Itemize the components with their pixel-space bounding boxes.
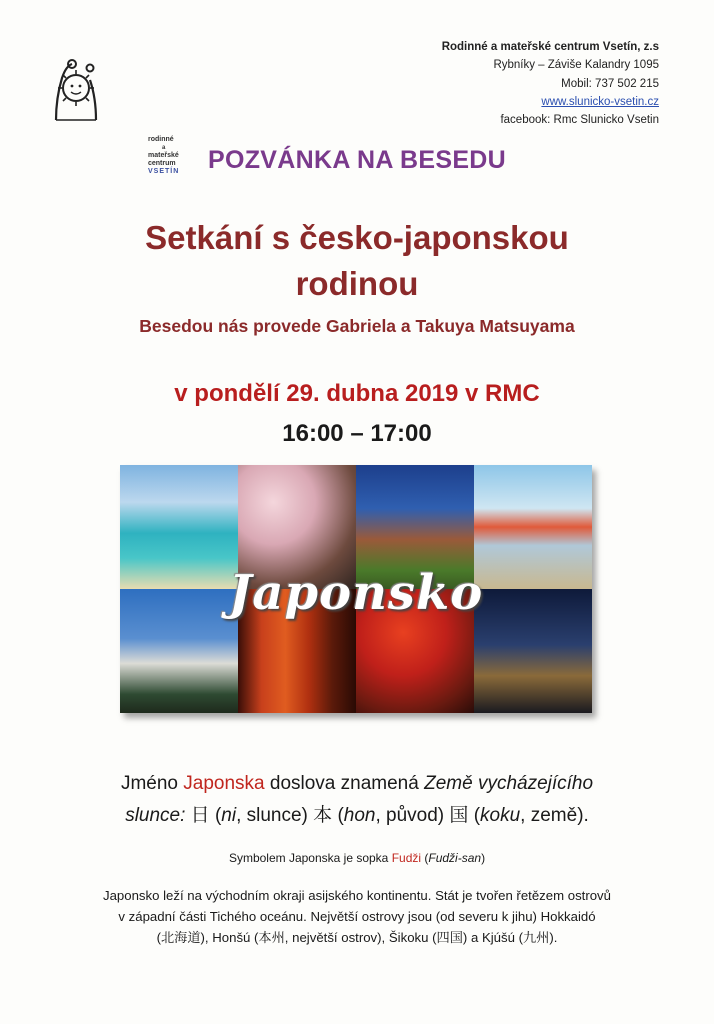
title-line: rodinou [295,265,419,302]
text: , země). [520,805,589,826]
highlight-fudzi: Fudži [391,851,422,865]
logo-line: a [161,145,166,151]
italic-text: hon [343,805,376,826]
event-time: 16:00 – 17:00 [282,420,432,447]
italic-text: ni [221,805,237,826]
phone: Mobil: 737 502 215 [561,77,659,90]
invite-heading: POZVÁNKA NA BESEDU [207,146,506,174]
text: 日 ( [185,805,222,826]
text: Symbolem Japonska je sopka [228,851,392,865]
organization-name: Rodinné a mateřské centrum Vsetín, z.s [441,41,659,53]
event-subtitle: Besedou nás provede Gabriela a Takuya Matsuyama [139,316,575,336]
japan-photo-collage [120,465,592,713]
event-date: v pondělí 29. dubna 2019 v RMC [174,380,540,407]
contact-block [442,38,659,129]
highlight-japonska: Japonska [183,773,265,794]
logo-line: rodinné [148,136,174,143]
event-title [0,215,714,307]
text-line: (北海道), Honšú (本州, největší ostrov), Šikoku (四国) a Kjúšú (九州). [156,930,558,945]
rmc-logo [52,58,180,175]
japonsko-banner: Japonsko [228,565,484,621]
fuji-paragraph [0,851,714,865]
text: ( [421,851,429,865]
logo-line: mateřské [148,152,179,159]
text-line [0,800,714,832]
logo-line: VSETÍN [148,168,180,175]
name-meaning-paragraph [0,768,714,832]
text-line: v západní části Tichého oceánu. Největší ostrovy jsou (od severu k jihu) Hokkaidó [118,909,596,924]
text: doslova znamená [264,773,425,794]
address: Rybníky – Záviše Kalandry 1095 [493,59,659,72]
text: , slunce) 本 ( [236,805,344,826]
italic-text: Fudži-san [428,851,482,865]
text: , původ) 国 ( [375,805,481,826]
italic-text: Země vycházejícího [424,773,594,794]
text-line [0,768,714,800]
title-line: Setkání s česko-japonskou [145,219,569,256]
facebook-text: facebook: Rmc Slunicko Vsetin [500,114,659,127]
geography-paragraph [0,885,714,948]
text-line: Japonsko leží na východním okraji asijského kontinentu. Stát je tvořen řetězem ostrovů [103,888,611,903]
italic-text: slunce: [125,805,186,826]
website-link[interactable]: www.slunicko-vsetin.cz [541,95,659,108]
logo-line: centrum [148,160,176,167]
text: ) [481,851,486,865]
sun-family-icon [52,58,102,124]
text: Jméno [120,773,184,794]
italic-text: koku [480,805,521,826]
